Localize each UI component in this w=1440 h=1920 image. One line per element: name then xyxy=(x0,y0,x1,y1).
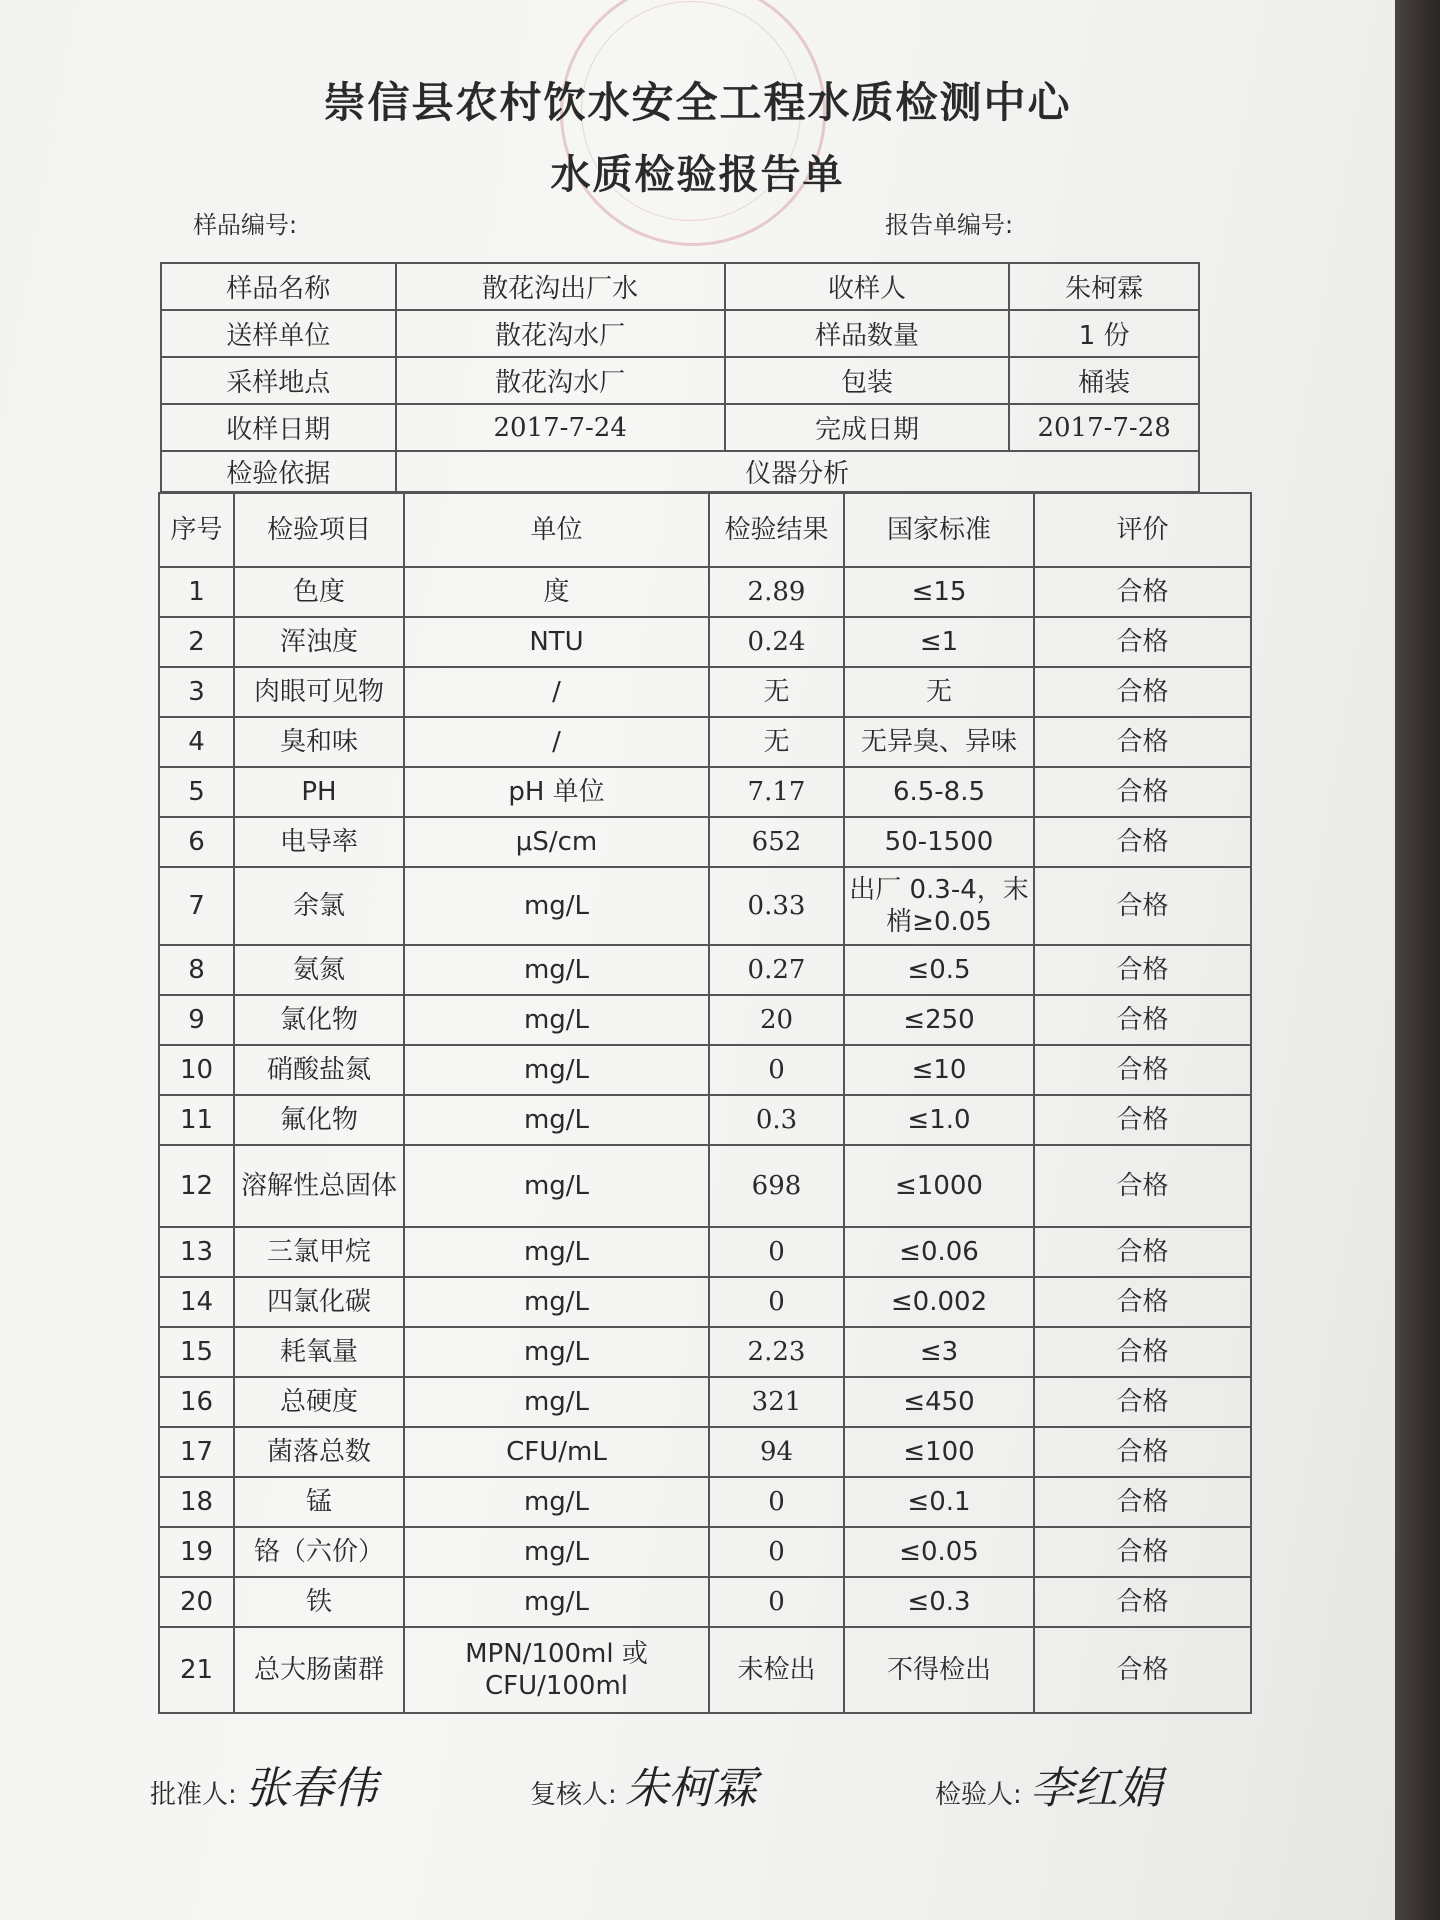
evaluation: 合格 xyxy=(1034,945,1251,995)
result: 7.17 xyxy=(709,767,844,817)
item-name: 铁 xyxy=(234,1577,404,1627)
info-value: 仪器分析 xyxy=(396,451,1200,492)
result: 20 xyxy=(709,995,844,1045)
evaluation: 合格 xyxy=(1034,1427,1251,1477)
info-label: 收样人 xyxy=(725,263,1009,310)
table-row xyxy=(159,995,1251,1045)
reviewer-label: 复核人: xyxy=(530,1780,617,1810)
table-row xyxy=(159,1277,1251,1327)
row-index: 2 xyxy=(159,617,234,667)
result: 652 xyxy=(709,817,844,867)
sample-number-label: 样品编号: xyxy=(193,211,298,239)
unit: CFU/mL xyxy=(404,1427,709,1477)
approver-block xyxy=(150,1752,377,1816)
item-name: 总大肠菌群 xyxy=(234,1627,404,1713)
table-header-row xyxy=(159,493,1251,567)
result: 未检出 xyxy=(709,1627,844,1713)
unit: pH 单位 xyxy=(404,767,709,817)
inspector-label: 检验人: xyxy=(935,1780,1022,1810)
header-cell: 评价 xyxy=(1034,493,1251,567)
info-label: 采样地点 xyxy=(161,357,396,404)
item-name: 铬（六价） xyxy=(234,1527,404,1577)
report-subtitle: 水质检验报告单 xyxy=(550,152,845,198)
row-index: 12 xyxy=(159,1145,234,1227)
standard: ≤15 xyxy=(844,567,1034,617)
item-name: 臭和味 xyxy=(234,717,404,767)
item-name: 浑浊度 xyxy=(234,617,404,667)
reviewer-block xyxy=(530,1752,757,1816)
standard: ≤250 xyxy=(844,995,1034,1045)
evaluation: 合格 xyxy=(1034,995,1251,1045)
evaluation: 合格 xyxy=(1034,1577,1251,1627)
item-name: 氟化物 xyxy=(234,1095,404,1145)
evaluation: 合格 xyxy=(1034,1477,1251,1527)
unit: mg/L xyxy=(404,1145,709,1227)
info-label: 收样日期 xyxy=(161,404,396,451)
info-row xyxy=(161,263,1199,310)
info-value: 散花沟水厂 xyxy=(396,310,725,357)
reviewer-signature: 朱柯霖 xyxy=(625,1763,758,1814)
evaluation: 合格 xyxy=(1034,617,1251,667)
row-index: 11 xyxy=(159,1095,234,1145)
info-value: 散花沟出厂水 xyxy=(396,263,725,310)
report-number-label: 报告单编号: xyxy=(885,211,1014,239)
result: 0 xyxy=(709,1277,844,1327)
evaluation: 合格 xyxy=(1034,1627,1251,1713)
standard: ≤100 xyxy=(844,1427,1034,1477)
table-row xyxy=(159,1377,1251,1427)
standard: ≤0.002 xyxy=(844,1277,1034,1327)
info-row xyxy=(161,357,1199,404)
item-name: 氯化物 xyxy=(234,995,404,1045)
table-row xyxy=(159,667,1251,717)
standard: ≤0.05 xyxy=(844,1527,1034,1577)
row-index: 10 xyxy=(159,1045,234,1095)
row-index: 16 xyxy=(159,1377,234,1427)
result: 0 xyxy=(709,1477,844,1527)
result: 0.24 xyxy=(709,617,844,667)
unit: mg/L xyxy=(404,1227,709,1277)
row-index: 8 xyxy=(159,945,234,995)
unit: mg/L xyxy=(404,1277,709,1327)
evaluation: 合格 xyxy=(1034,1095,1251,1145)
result: 无 xyxy=(709,717,844,767)
standard: 无 xyxy=(844,667,1034,717)
row-index: 4 xyxy=(159,717,234,767)
standard: ≤450 xyxy=(844,1377,1034,1427)
table-row xyxy=(159,717,1251,767)
result: 0.33 xyxy=(709,867,844,945)
table-row xyxy=(159,1327,1251,1377)
item-name: 色度 xyxy=(234,567,404,617)
info-label: 样品名称 xyxy=(161,263,396,310)
unit: 度 xyxy=(404,567,709,617)
table-row xyxy=(159,567,1251,617)
evaluation: 合格 xyxy=(1034,1045,1251,1095)
info-value: 1 份 xyxy=(1009,310,1199,357)
item-name: 四氯化碳 xyxy=(234,1277,404,1327)
item-name: 耗氧量 xyxy=(234,1327,404,1377)
row-index: 6 xyxy=(159,817,234,867)
header-cell: 单位 xyxy=(404,493,709,567)
standard: 6.5-8.5 xyxy=(844,767,1034,817)
info-value: 桶装 xyxy=(1009,357,1199,404)
standard: ≤1.0 xyxy=(844,1095,1034,1145)
item-name: 溶解性总固体 xyxy=(234,1145,404,1227)
row-index: 5 xyxy=(159,767,234,817)
item-name: 总硬度 xyxy=(234,1377,404,1427)
evaluation: 合格 xyxy=(1034,817,1251,867)
result: 2.23 xyxy=(709,1327,844,1377)
table-row xyxy=(159,1477,1251,1527)
info-label: 送样单位 xyxy=(161,310,396,357)
unit: mg/L xyxy=(404,1045,709,1095)
report-title: 崇信县农村饮水安全工程水质检测中心 xyxy=(323,78,1072,127)
standard: 50-1500 xyxy=(844,817,1034,867)
item-name: 肉眼可见物 xyxy=(234,667,404,717)
row-index: 3 xyxy=(159,667,234,717)
unit: mg/L xyxy=(404,1095,709,1145)
info-row xyxy=(161,451,1199,492)
unit: / xyxy=(404,667,709,717)
info-row xyxy=(161,404,1199,451)
evaluation: 合格 xyxy=(1034,867,1251,945)
approver-signature: 张春伟 xyxy=(245,1763,378,1814)
results-body xyxy=(159,493,1251,1713)
standard: 无异臭、异味 xyxy=(844,717,1034,767)
table-row xyxy=(159,817,1251,867)
info-value: 散花沟水厂 xyxy=(396,357,725,404)
standard: ≤0.1 xyxy=(844,1477,1034,1527)
result: 0 xyxy=(709,1045,844,1095)
result: 无 xyxy=(709,667,844,717)
table-row xyxy=(159,617,1251,667)
approver-label: 批准人: xyxy=(150,1780,237,1810)
unit: mg/L xyxy=(404,1527,709,1577)
table-row xyxy=(159,1577,1251,1627)
result: 321 xyxy=(709,1377,844,1427)
item-name: 硝酸盐氮 xyxy=(234,1045,404,1095)
row-index: 13 xyxy=(159,1227,234,1277)
inspector-signature: 李红娟 xyxy=(1030,1763,1163,1814)
unit: mg/L xyxy=(404,1327,709,1377)
item-name: 菌落总数 xyxy=(234,1427,404,1477)
unit: μS/cm xyxy=(404,817,709,867)
standard: 不得检出 xyxy=(844,1627,1034,1713)
result: 94 xyxy=(709,1427,844,1477)
evaluation: 合格 xyxy=(1034,1527,1251,1577)
table-row xyxy=(159,945,1251,995)
item-name: PH xyxy=(234,767,404,817)
standard: ≤0.06 xyxy=(844,1227,1034,1277)
evaluation: 合格 xyxy=(1034,1327,1251,1377)
standard: 出厂 0.3-4，末梢≥0.05 xyxy=(844,867,1034,945)
info-label: 完成日期 xyxy=(725,404,1009,451)
header-cell: 检验结果 xyxy=(709,493,844,567)
standard: ≤0.3 xyxy=(844,1577,1034,1627)
row-index: 21 xyxy=(159,1627,234,1713)
row-index: 1 xyxy=(159,567,234,617)
info-value: 2017-7-28 xyxy=(1009,404,1199,451)
info-label: 包装 xyxy=(725,357,1009,404)
background-edge xyxy=(1395,0,1440,1920)
row-index: 15 xyxy=(159,1327,234,1377)
table-row xyxy=(159,1145,1251,1227)
evaluation: 合格 xyxy=(1034,1277,1251,1327)
info-value: 朱柯霖 xyxy=(1009,263,1199,310)
table-row xyxy=(159,1095,1251,1145)
row-index: 9 xyxy=(159,995,234,1045)
header-cell: 序号 xyxy=(159,493,234,567)
item-name: 氨氮 xyxy=(234,945,404,995)
table-row xyxy=(159,1227,1251,1277)
row-index: 17 xyxy=(159,1427,234,1477)
header-cell: 检验项目 xyxy=(234,493,404,567)
result: 0 xyxy=(709,1527,844,1577)
table-row xyxy=(159,767,1251,817)
info-label: 样品数量 xyxy=(725,310,1009,357)
item-name: 三氯甲烷 xyxy=(234,1227,404,1277)
item-name: 电导率 xyxy=(234,817,404,867)
standard: ≤3 xyxy=(844,1327,1034,1377)
unit: NTU xyxy=(404,617,709,667)
row-index: 7 xyxy=(159,867,234,945)
table-row xyxy=(159,1627,1251,1713)
evaluation: 合格 xyxy=(1034,567,1251,617)
evaluation: 合格 xyxy=(1034,1227,1251,1277)
result: 2.89 xyxy=(709,567,844,617)
result: 0.27 xyxy=(709,945,844,995)
unit: mg/L xyxy=(404,995,709,1045)
standard: ≤1 xyxy=(844,617,1034,667)
table-row xyxy=(159,1527,1251,1577)
evaluation: 合格 xyxy=(1034,1377,1251,1427)
standard: ≤10 xyxy=(844,1045,1034,1095)
table-row xyxy=(159,867,1251,945)
row-index: 20 xyxy=(159,1577,234,1627)
result: 0.3 xyxy=(709,1095,844,1145)
row-index: 14 xyxy=(159,1277,234,1327)
evaluation: 合格 xyxy=(1034,667,1251,717)
info-label: 检验依据 xyxy=(161,451,396,492)
unit: mg/L xyxy=(404,867,709,945)
result: 0 xyxy=(709,1227,844,1277)
inspector-block xyxy=(935,1752,1162,1816)
result: 0 xyxy=(709,1577,844,1627)
table-row xyxy=(159,1427,1251,1477)
header-cell: 国家标准 xyxy=(844,493,1034,567)
evaluation: 合格 xyxy=(1034,1145,1251,1227)
unit: mg/L xyxy=(404,945,709,995)
info-row xyxy=(161,310,1199,357)
results-table xyxy=(158,492,1252,1714)
row-index: 18 xyxy=(159,1477,234,1527)
evaluation: 合格 xyxy=(1034,767,1251,817)
unit: mg/L xyxy=(404,1377,709,1427)
info-value: 2017-7-24 xyxy=(396,404,725,451)
item-name: 锰 xyxy=(234,1477,404,1527)
result: 698 xyxy=(709,1145,844,1227)
unit: MPN/100ml 或 CFU/100ml xyxy=(404,1627,709,1713)
unit: mg/L xyxy=(404,1477,709,1527)
standard: ≤1000 xyxy=(844,1145,1034,1227)
sample-info-table xyxy=(160,262,1200,493)
standard: ≤0.5 xyxy=(844,945,1034,995)
evaluation: 合格 xyxy=(1034,717,1251,767)
row-index: 19 xyxy=(159,1527,234,1577)
table-row xyxy=(159,1045,1251,1095)
unit: mg/L xyxy=(404,1577,709,1627)
item-name: 余氯 xyxy=(234,867,404,945)
unit: / xyxy=(404,717,709,767)
